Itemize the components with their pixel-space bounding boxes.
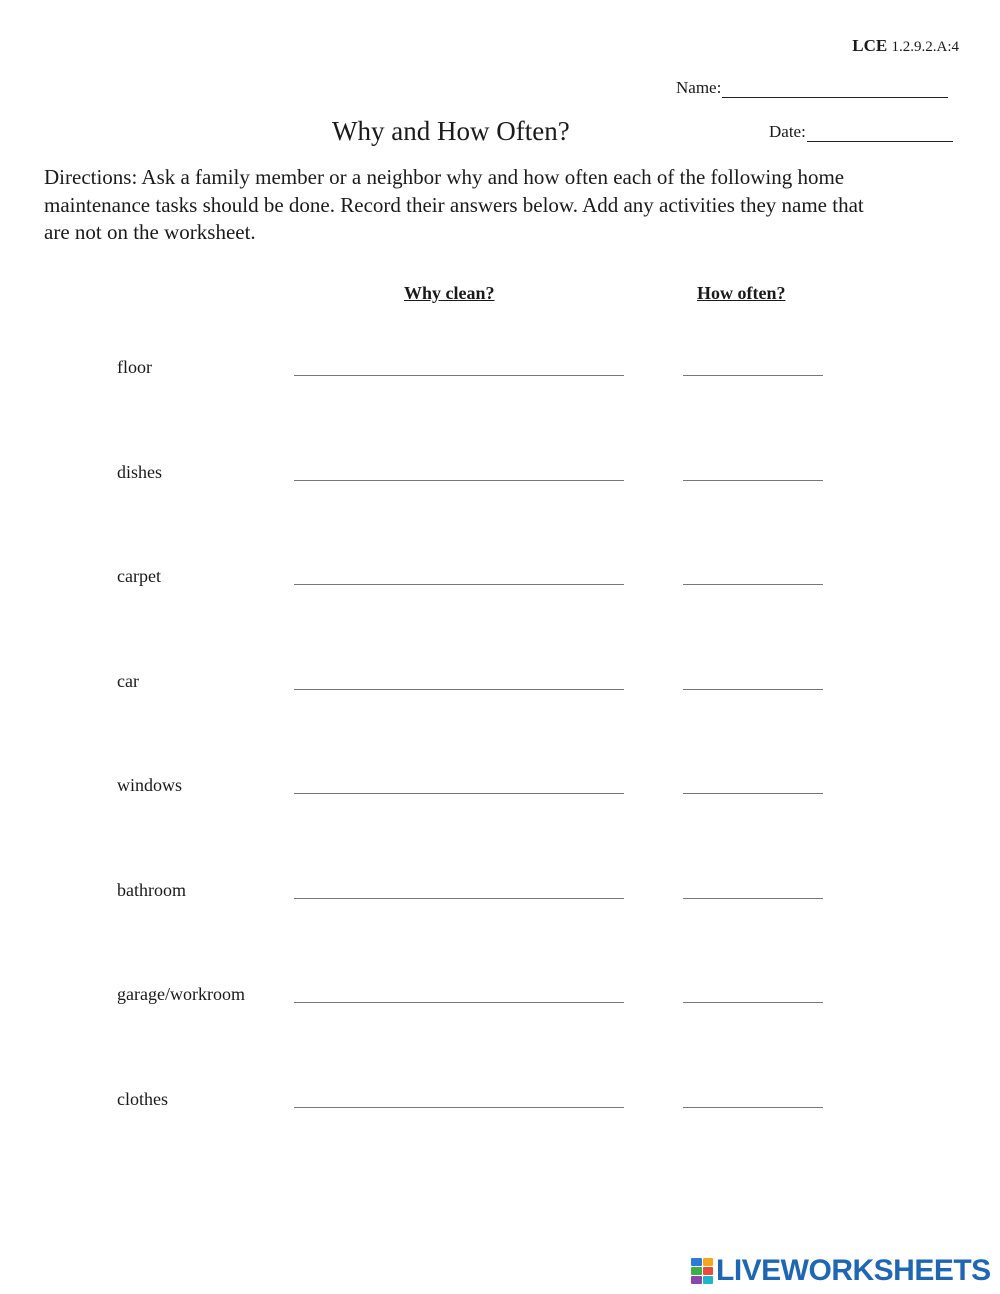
logo-tile-icon (691, 1258, 702, 1266)
date-field-row (769, 122, 953, 142)
task-row-bathroom (0, 880, 1000, 910)
document-code-prefix: LCE (852, 36, 888, 55)
task-row-dishes (0, 462, 1000, 492)
document-code-number: 1.2.9.2.A:4 (891, 39, 959, 55)
why-answer-line[interactable] (294, 1107, 624, 1108)
task-row-clothes (0, 1089, 1000, 1119)
task-row-carpet (0, 566, 1000, 596)
how-often-answer-line[interactable] (683, 1107, 823, 1108)
task-label: floor (117, 357, 152, 377)
how-often-answer-line[interactable] (683, 375, 823, 376)
document-code (852, 36, 959, 56)
task-row-floor (0, 357, 1000, 387)
how-often-answer-line[interactable] (683, 1002, 823, 1003)
name-field-row (676, 78, 948, 98)
how-often-answer-line[interactable] (683, 793, 823, 794)
how-often-answer-line[interactable] (683, 584, 823, 585)
task-label: bathroom (117, 880, 186, 900)
how-often-answer-line[interactable] (683, 689, 823, 690)
why-answer-line[interactable] (294, 480, 624, 481)
name-input-line[interactable] (722, 79, 948, 98)
task-row-car (0, 671, 1000, 701)
date-label: Date: (769, 122, 806, 141)
why-answer-line[interactable] (294, 375, 624, 376)
task-row-garage-workroom (0, 984, 1000, 1014)
liveworksheets-logo (691, 1254, 991, 1288)
task-row-windows (0, 775, 1000, 805)
task-label: carpet (117, 566, 161, 586)
why-answer-line[interactable] (294, 584, 624, 585)
logo-tile-icon (703, 1258, 714, 1266)
logo-tile-icon (703, 1276, 714, 1284)
logo-tile-icon (691, 1267, 702, 1275)
why-clean-header: Why clean? (404, 283, 495, 303)
how-often-header: How often? (697, 283, 786, 303)
name-label: Name: (676, 78, 722, 97)
task-label: windows (117, 775, 183, 795)
how-often-answer-line[interactable] (683, 898, 823, 899)
liveworksheets-logo-icon (691, 1258, 713, 1284)
why-answer-line[interactable] (294, 1002, 624, 1003)
logo-tile-icon (703, 1267, 714, 1275)
directions-text: Directions: Ask a family member or a neighbor why and how often each of the following home maintenance tasks should be done. Record their answers below. Add any activities they name that are not on the worksheet. (44, 165, 864, 244)
task-label: garage/workroom (117, 984, 245, 1004)
how-often-answer-line[interactable] (683, 480, 823, 481)
task-label: dishes (117, 462, 162, 482)
task-label: car (117, 671, 139, 691)
task-label: clothes (117, 1089, 168, 1109)
why-answer-line[interactable] (294, 898, 624, 899)
why-answer-line[interactable] (294, 689, 624, 690)
worksheet-title: Why and How Often? (332, 116, 570, 146)
liveworksheets-logo-text: LIVEWORKSHEETS (716, 1254, 991, 1287)
logo-tile-icon (691, 1276, 702, 1284)
date-input-line[interactable] (807, 123, 953, 142)
why-answer-line[interactable] (294, 793, 624, 794)
